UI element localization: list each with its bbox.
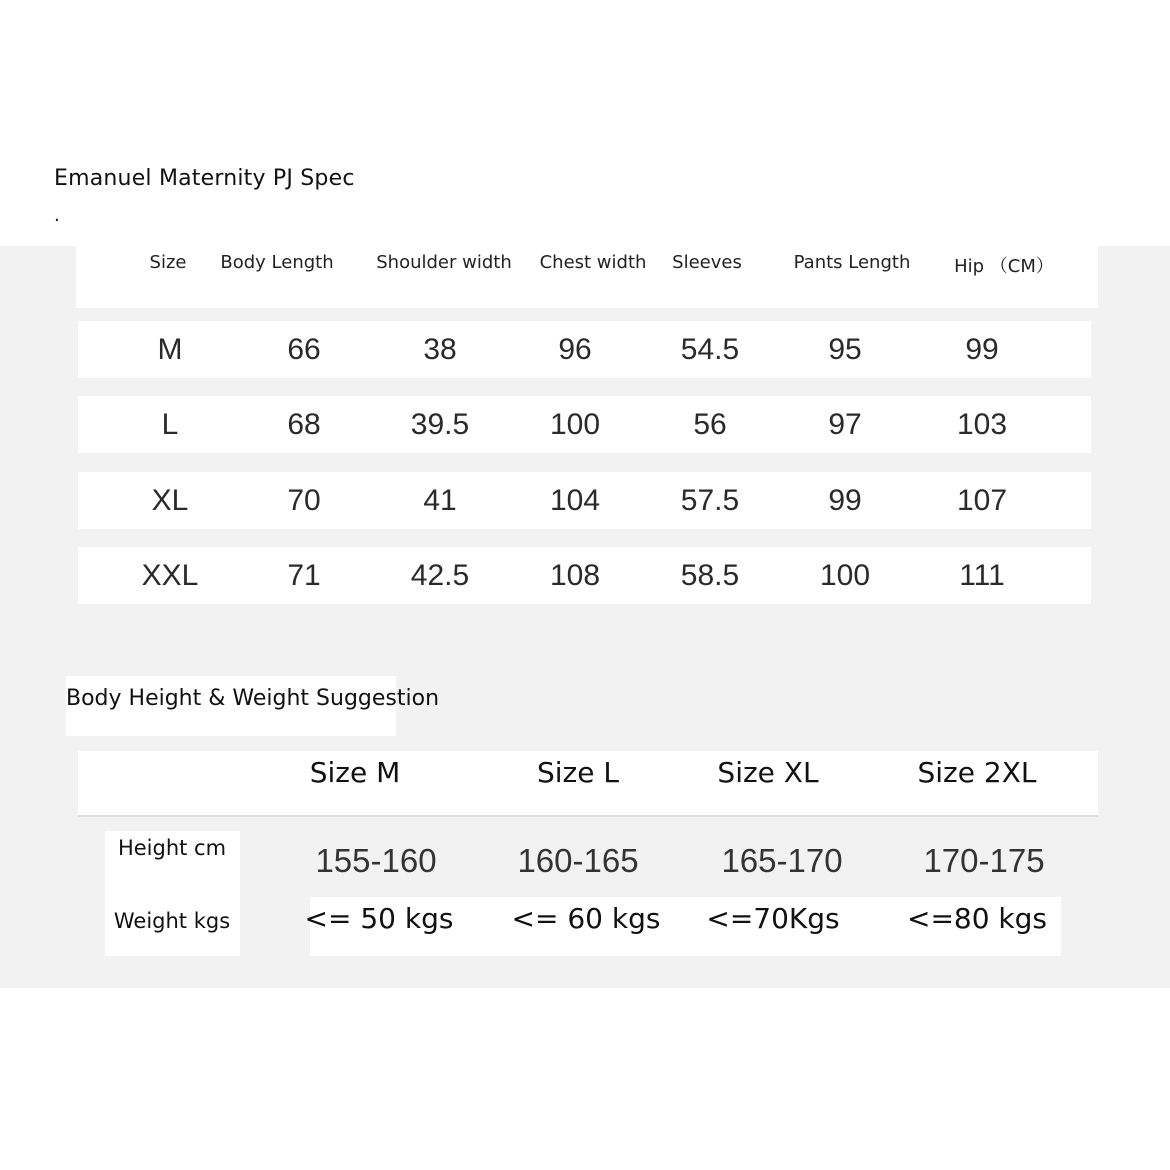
cell-chest-width: 96 bbox=[558, 332, 592, 366]
cell-size: M bbox=[157, 332, 183, 366]
weight-value-m: <= 50 kgs bbox=[304, 902, 454, 935]
header-size-l: Size L bbox=[537, 756, 619, 789]
cell-pants-length: 97 bbox=[828, 407, 862, 441]
cell-chest-width: 104 bbox=[549, 483, 601, 517]
weight-value-xl: <=70Kgs bbox=[706, 902, 840, 935]
cell-shoulder-width: 42.5 bbox=[410, 558, 470, 592]
title-dot: . bbox=[54, 205, 60, 226]
cell-size: XXL bbox=[141, 558, 199, 592]
cell-sleeves: 57.5 bbox=[680, 483, 740, 517]
suggestion-title: Body Height & Weight Suggestion bbox=[66, 686, 440, 711]
height-value-l: 160-165 bbox=[517, 842, 639, 879]
header-size-xl: Size XL bbox=[717, 756, 819, 789]
cell-hip: 103 bbox=[956, 407, 1008, 441]
cell-body-length: 70 bbox=[287, 483, 321, 517]
suggestion-header-divider bbox=[78, 815, 1098, 817]
cell-hip: 99 bbox=[965, 332, 999, 366]
header-size-m: Size M bbox=[309, 756, 401, 789]
height-label: Height cm bbox=[117, 836, 227, 860]
cell-size: XL bbox=[151, 483, 189, 517]
cell-shoulder-width: 39.5 bbox=[410, 407, 470, 441]
weight-value-l: <= 60 kgs bbox=[511, 902, 661, 935]
weight-value-2xl: <=80 kgs bbox=[906, 902, 1048, 935]
height-value-m: 155-160 bbox=[315, 842, 437, 879]
height-value-xl: 165-170 bbox=[721, 842, 843, 879]
cell-hip: 107 bbox=[956, 483, 1008, 517]
header-sleeves: Sleeves bbox=[672, 252, 742, 273]
cell-sleeves: 58.5 bbox=[680, 558, 740, 592]
cell-body-length: 68 bbox=[287, 407, 321, 441]
page-title: Emanuel Maternity PJ Spec bbox=[54, 166, 355, 191]
cell-shoulder-width: 38 bbox=[423, 332, 457, 366]
table-row bbox=[78, 396, 1091, 453]
header-body-length: Body Length bbox=[220, 252, 334, 273]
cell-pants-length: 100 bbox=[819, 558, 871, 592]
cell-size: L bbox=[161, 407, 179, 441]
header-pants-length: Pants Length bbox=[793, 252, 911, 273]
table-row bbox=[78, 472, 1091, 529]
cell-body-length: 66 bbox=[287, 332, 321, 366]
table-row bbox=[78, 321, 1091, 378]
cell-chest-width: 108 bbox=[549, 558, 601, 592]
table-row bbox=[78, 547, 1091, 604]
height-value-2xl: 170-175 bbox=[923, 842, 1045, 879]
weight-label: Weight kgs bbox=[113, 909, 231, 933]
cell-sleeves: 54.5 bbox=[680, 332, 740, 366]
header-size: Size bbox=[149, 252, 187, 273]
header-hip: Hip （CM） bbox=[954, 256, 1054, 277]
cell-chest-width: 100 bbox=[549, 407, 601, 441]
cell-body-length: 71 bbox=[287, 558, 321, 592]
header-size-2xl: Size 2XL bbox=[917, 756, 1037, 789]
cell-pants-length: 95 bbox=[828, 332, 862, 366]
cell-pants-length: 99 bbox=[828, 483, 862, 517]
title-area bbox=[0, 150, 1170, 246]
cell-sleeves: 56 bbox=[693, 407, 727, 441]
header-shoulder-width: Shoulder width bbox=[376, 252, 512, 273]
cell-hip: 111 bbox=[959, 558, 1005, 592]
header-chest-width: Chest width bbox=[539, 252, 647, 273]
cell-shoulder-width: 41 bbox=[423, 483, 457, 517]
